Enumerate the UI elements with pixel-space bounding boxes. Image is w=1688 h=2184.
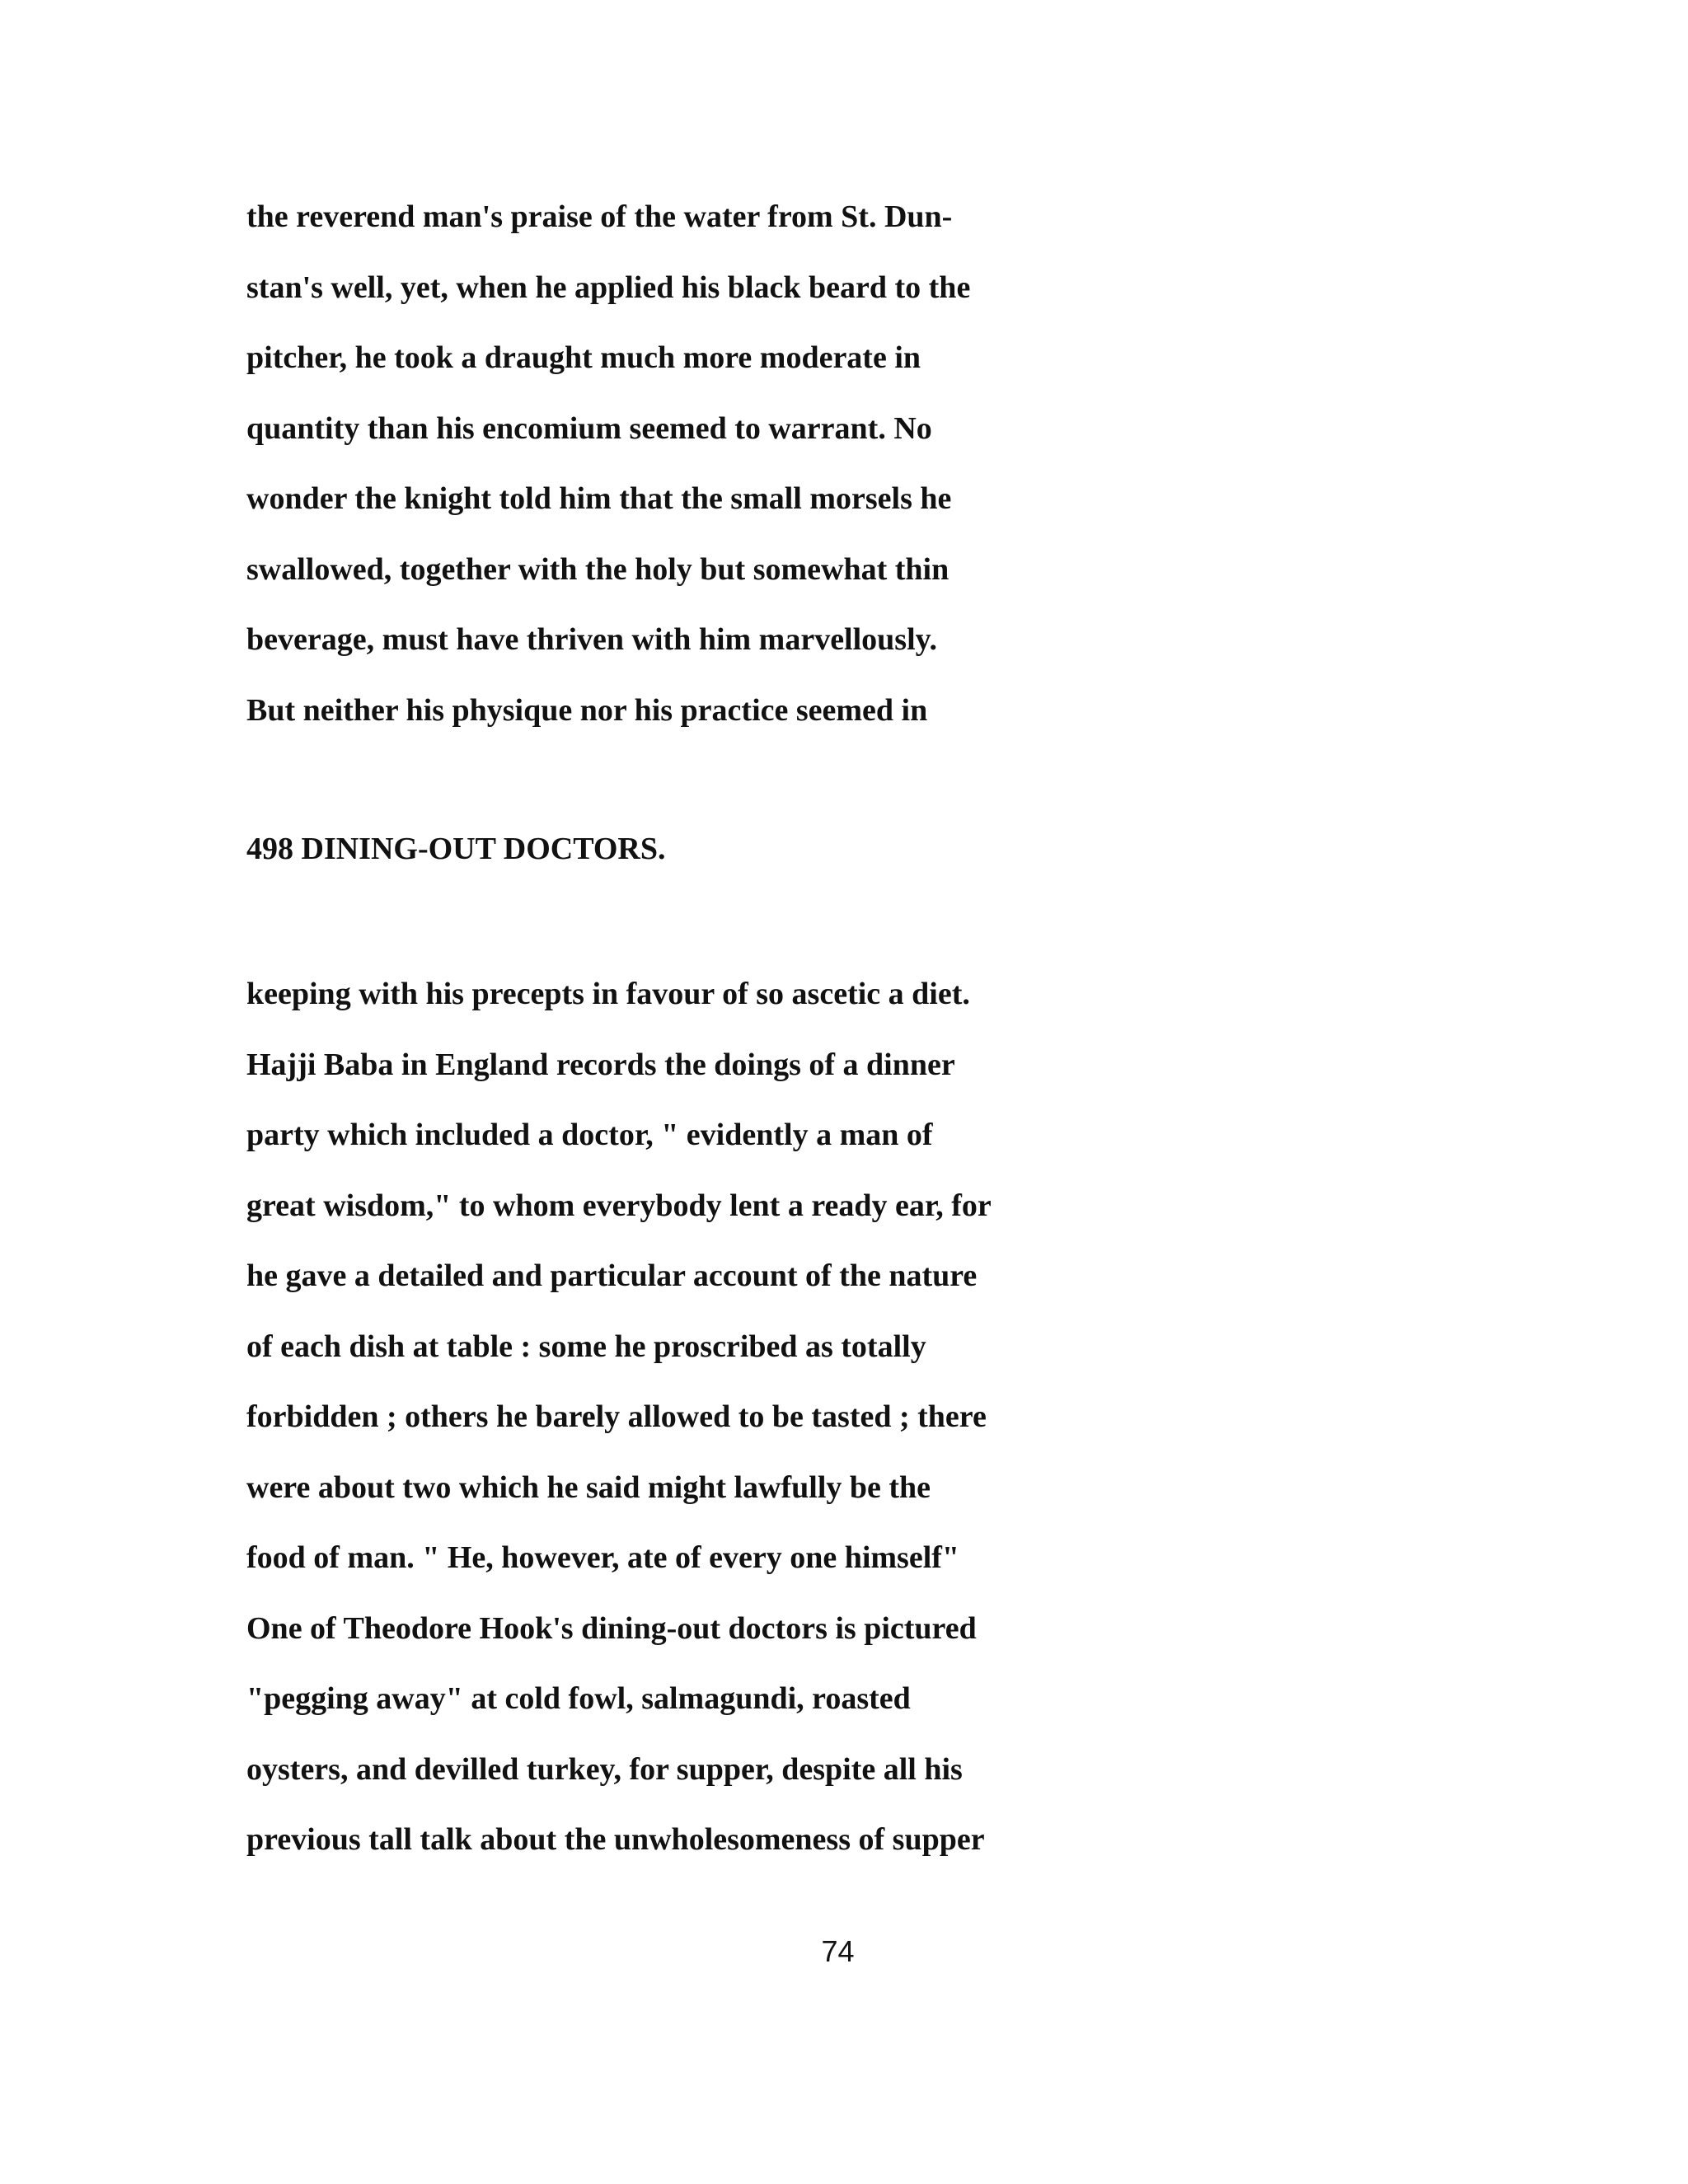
text-line: were about two which he said might lawfully be the <box>246 1469 931 1505</box>
text-line: "pegging away" at cold fowl, salmagundi, roasted <box>246 1681 911 1716</box>
page-number: 74 <box>821 1934 855 1968</box>
text-block-upper <box>246 182 970 746</box>
text-block-lower <box>246 959 992 1876</box>
text-line: swallowed, together with the holy but somewhat thin <box>246 551 950 587</box>
text-line: great wisdom," to whom everybody lent a ready ear, for <box>246 1188 992 1223</box>
running-head: 498 DINING-OUT DOCTORS. <box>246 832 666 866</box>
text-line: the reverend man's praise of the water from St. Dun- <box>246 199 953 234</box>
text-line: of each dish at table : some he proscribed as totally <box>246 1329 926 1364</box>
text-line: party which included a doctor, " evidently a man of <box>246 1118 933 1152</box>
text-line: oysters, and devilled turkey, for supper, despite all his <box>246 1751 963 1787</box>
text-line: keeping with his precepts in favour of so ascetic a diet. <box>246 977 970 1011</box>
text-line: pitcher, he took a draught much more moderate in <box>246 340 921 375</box>
text-line: food of man. " He, however, ate of every one himself" <box>246 1540 960 1575</box>
text-line: stan's well, yet, when he applied his black beard to the <box>246 269 971 305</box>
text-line: But neither his physique nor his practice seemed in <box>246 692 928 728</box>
text-line: he gave a detailed and particular account of the nature <box>246 1258 978 1293</box>
text-line: Hajji Baba in England records the doings of a dinner <box>246 1047 955 1082</box>
text-line: forbidden ; others he barely allowed to be tasted ; there <box>246 1399 987 1434</box>
text-line: quantity than his encomium seemed to warrant. No <box>246 410 932 446</box>
text-line: One of Theodore Hook's dining-out doctors is pictured <box>246 1610 977 1646</box>
text-line: beverage, must have thriven with him marvellously. <box>246 622 938 657</box>
text-line: previous tall talk about the unwholesomeness of supper <box>246 1822 985 1857</box>
text-line: wonder the knight told him that the small morsels he <box>246 481 952 516</box>
